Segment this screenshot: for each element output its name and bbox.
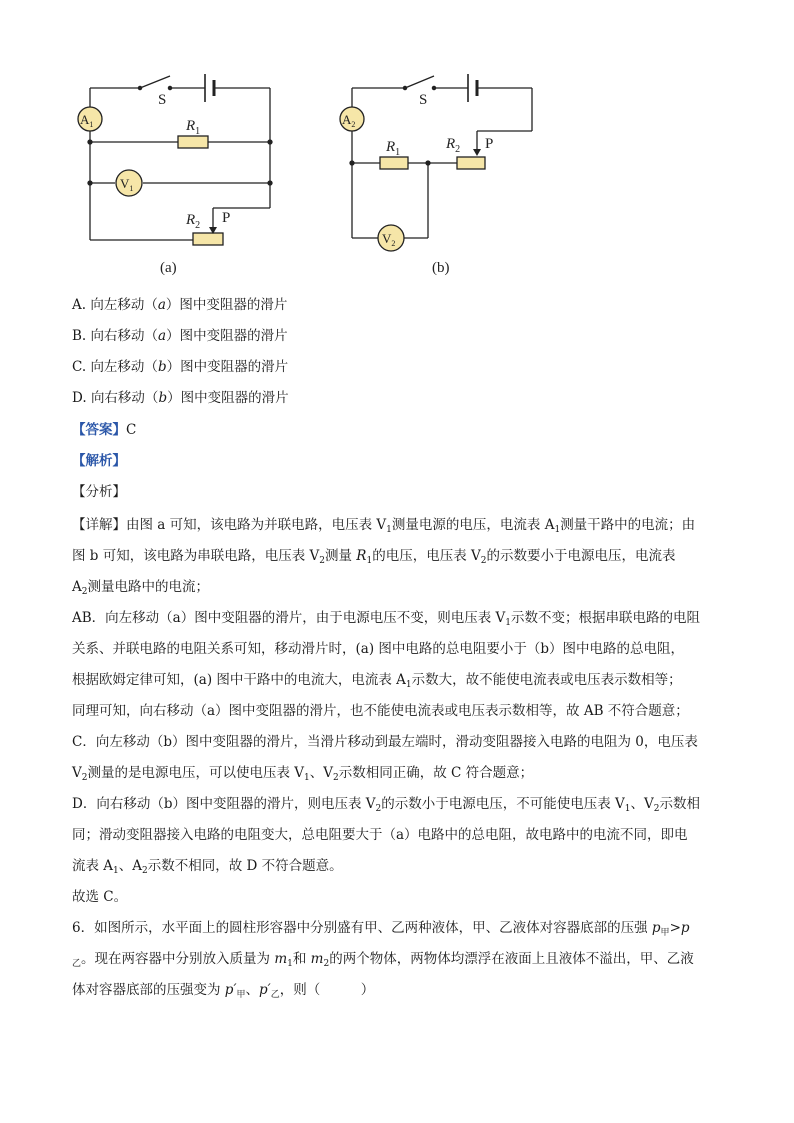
analysis-heading: 【解析】: [72, 453, 126, 469]
detail-line-5: 关系、并联电路的电阻关系可知，移动滑片时，(a) 图中电路的总电阻要小于（b）图中电路的总电阻，: [72, 641, 685, 657]
detail-line-9: $V_2$测量的是电源电压，可以使电压表 $V_1$、$V_2$示数相同正确，故 C 符合题意；: [72, 765, 534, 783]
switch-label-b: S: [419, 92, 428, 108]
switch-label-a: S: [158, 92, 167, 108]
detail-line-8: C．向左移动（b）图中变阻器的滑片，当滑片移动到最左端时，滑动变阻器接入电路的电阻为 0，电压表: [72, 734, 698, 750]
r2-label-b: $R_2$: [446, 136, 461, 155]
detail-line-6: 根据欧姆定律可知，(a) 图中干路中的电流大，电流表 $A_1$示数大，故不能使电流表或电压表示数相等；: [72, 672, 682, 690]
ammeter-a2: [340, 107, 364, 131]
svg-text:V2: $V_2$: [382, 231, 396, 248]
answer-line: [72, 421, 136, 439]
circuit-diagram-a: [88, 74, 272, 245]
slider-label-a: P: [222, 210, 231, 226]
detail-line-1: 【详解】由图 a 可知，该电路为并联电路，电压表 $V_1$测量电源的电压，电流表 $A_1$测量干路中的电流；由: [72, 517, 696, 535]
option-d: D. 向右移动（b）图中变阻器的滑片: [72, 390, 289, 406]
question-6-line-3: 体对容器底部的压强变为 $p'_甲$、$p'_乙$，则（ ）: [72, 982, 375, 1000]
answer-value: C: [126, 422, 137, 438]
slider-arrow-icon: [473, 149, 481, 156]
r2-label-a: $R_2$: [186, 212, 201, 231]
answer-tag: 【答案】: [72, 422, 126, 438]
caption-b: (b): [432, 260, 450, 276]
detail-line-4: AB．向左移动（a）图中变阻器的滑片，由于电源电压不变，则电压表 $V_1$示数不变；根据串联电路的电阻: [72, 610, 700, 628]
option-a: A. 向左移动（a）图中变阻器的滑片: [72, 297, 288, 313]
detail-line-3: $A_2$测量电路中的电流；: [72, 579, 209, 597]
r1-label-a: $R_1$: [186, 118, 201, 137]
slider-label-b: P: [485, 136, 494, 152]
option-b: B. 向右移动（a）图中变阻器的滑片: [72, 328, 288, 344]
ammeter-a1: [78, 107, 102, 131]
detail-line-12: 流表 $A_1$、$A_2$示数不相同，故 D 不符合题意。: [72, 858, 343, 876]
r1-label-b: $R_1$: [386, 139, 401, 158]
question-6-line-2: $_乙$。现在两容器中分别放入质量为 $m_1$和 $m_2$的两个物体，两物体均漂浮在液面上且液体不溢出，甲、乙液: [72, 951, 694, 969]
circuit-diagram-b: [350, 74, 532, 238]
fenxi-heading: 【分析】: [72, 484, 126, 500]
svg-text:A1: $A_1$: [80, 112, 94, 129]
detail-line-11: 同；滑动变阻器接入电路的电阻变大，总电阻要大于（a）电路中的总电阻，故电路中的电流不同，即电: [72, 827, 688, 843]
voltmeter-v1: [116, 170, 142, 196]
detail-line-10: D．向右移动（b）图中变阻器的滑片，则电压表 $V_2$的示数小于电源电压，不可能使电压表 $V_1$、$V_2$示数相: [72, 796, 701, 814]
detail-line-2: 图 b 可知，该电路为串联电路，电压表 $V_2$测量 $R_1$的电压，电压表 $V_2$的示数要小于电源电压，电流表: [72, 548, 676, 566]
conclusion: 故选 C。: [72, 889, 128, 905]
circuit-figures: [0, 0, 794, 290]
detail-line-7: 同理可知，向右移动（a）图中变阻器的滑片，也不能使电流表或电压表示数相等，故 AB 不符合题意；: [72, 703, 689, 719]
svg-text:A2: $A_2$: [342, 112, 356, 129]
voltmeter-v2: [378, 225, 404, 251]
svg-text:V1: $V_1$: [120, 176, 134, 193]
caption-a: (a): [160, 260, 177, 276]
question-6-line-1: 6．如图所示，水平面上的圆柱形容器中分别盛有甲、乙两种液体，甲、乙液体对容器底部的压强 $p_甲>p$: [72, 920, 690, 938]
option-c: C. 向左移动（b）图中变阻器的滑片: [72, 359, 289, 375]
